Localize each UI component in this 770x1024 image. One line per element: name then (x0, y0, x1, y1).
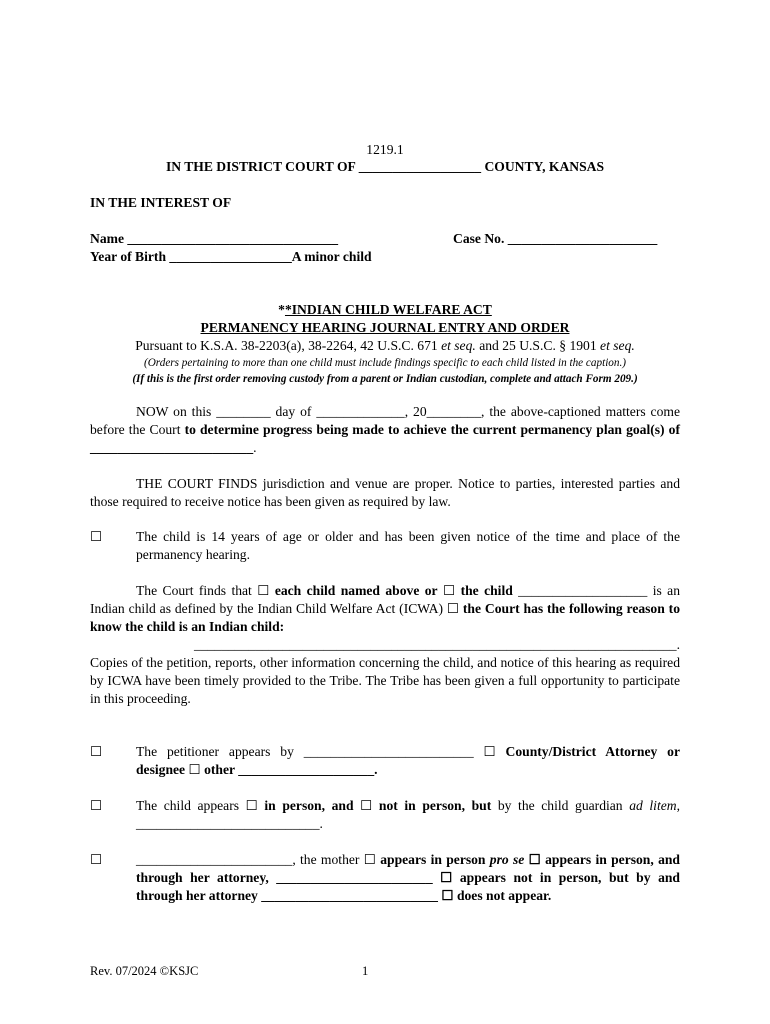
icwa-text-c: ☐ (437, 583, 461, 598)
icwa-text-e: ___________________ is an Indian child as defined by the Indian Child Welfare Act (ICWA) ☐ (90, 583, 680, 616)
form-number: 1219.1 (366, 142, 404, 157)
child-text-e: by the child guardian (491, 798, 630, 813)
petitioner-text-e: ____________________. (234, 762, 378, 777)
mother-text-a: _______________________, the mother ☐ (136, 852, 381, 867)
child-text-f: ad litem (629, 798, 677, 813)
mother-text-b: appears in person (380, 852, 490, 867)
child-appearance-text (136, 797, 680, 833)
title-act: **INDIAN CHILD WELFARE ACT (278, 302, 492, 317)
copies-paragraph: Copies of the petition, reports, other information concerning the child, and notice of this hearing as required by ICWA have been timely provided to the Tribe. The Tribe has been given a full opportunity to participate in this proceeding. (90, 655, 680, 706)
statute-text-c: and 25 U.S.C. § 1901 (475, 338, 601, 353)
statute-text-a: Pursuant to K.S.A. 38-2203(a), 38-2264, 42 U.S.C. 671 (135, 338, 442, 353)
petitioner-text (136, 743, 680, 779)
icwa-text-a: The Court finds that ☐ (136, 583, 275, 598)
mother-appearance-item (90, 851, 680, 905)
now-text-a: NOW on this ________ day of _____________, 20________, the above-captioned matters come before the Court (90, 404, 680, 437)
child-appearance-item (90, 797, 680, 833)
statute-text-b: et seq. (441, 338, 476, 353)
petitioner-text-d: other (204, 762, 235, 777)
statute-line (90, 337, 680, 355)
icwa-paragraph (90, 582, 680, 636)
icwa-text-b: each child named above or (274, 583, 438, 598)
age-notice-text: The child is 14 years of age or older and has been given notice of the time and place of the permanency hearing. (136, 529, 680, 562)
child-text-c: ☐ (353, 798, 379, 813)
mother-appearance-checkbox[interactable]: ☐ (90, 852, 103, 867)
child-text-d: not in person, but (378, 798, 492, 813)
petitioner-text-c: ☐ (185, 762, 205, 777)
petitioner-item (90, 743, 680, 779)
case-number-line: Case No. ______________________ (453, 231, 658, 246)
mother-text-c: pro se (489, 852, 525, 867)
now-text-c: . (253, 440, 257, 455)
interest-of-heading: IN THE INTEREST OF (90, 195, 232, 210)
statute-text-d: et seq. (600, 338, 635, 353)
icwa-text-d: the child (460, 583, 513, 598)
title-order: PERMANENCY HEARING JOURNAL ENTRY AND ORDER (200, 320, 570, 335)
revision-footer: Rev. 07/2024 ©KSJC (90, 964, 199, 978)
court-heading: IN THE DISTRICT COURT OF __________________ COUNTY, KANSAS (165, 159, 605, 174)
now-text-b: to determine progress being made to achieve the current permanency plan goal(s) of ________________________ (90, 422, 680, 455)
age-notice-item (90, 528, 680, 564)
icwa-reason-line: _______________________________________________________________________. (194, 637, 680, 652)
child-text-a: The child appears ☐ (136, 798, 265, 813)
icwa-text-f: the Court has the following reason to know the child is an Indian child: (90, 601, 680, 634)
age-notice-checkbox[interactable]: ☐ (90, 529, 103, 544)
child-text-b: in person, and (264, 798, 354, 813)
child-text-g: , ___________________________. (136, 798, 680, 831)
title-act-text: *INDIAN CHILD WELFARE ACT (284, 302, 492, 317)
mother-text-d: ☐ appears in person, and through her attorney, _______________________ ☐ appears not in person, but by and through her attorney __________________________ ☐ does not appear. (136, 852, 680, 903)
petitioner-text-a: The petitioner appears by _________________________ ☐ (136, 744, 506, 759)
petitioner-text-b: County/District Attorney or designee (136, 744, 680, 777)
page-number: 1 (362, 964, 369, 978)
petitioner-checkbox[interactable]: ☐ (90, 744, 103, 759)
findings-paragraph: THE COURT FINDS jurisdiction and venue are proper. Notice to parties, interested parties and those required to receive notice has been given as required by law. (90, 476, 680, 509)
now-paragraph (90, 403, 680, 457)
child-appearance-checkbox[interactable]: ☐ (90, 798, 103, 813)
mother-appearance-text (136, 851, 680, 905)
caption-note: (Orders pertaining to more than one child must include findings specific to each child listed in the caption.) (143, 357, 627, 369)
year-of-birth-line: Year of Birth __________________A minor child (90, 249, 372, 264)
custody-note: (If this is the first order removing custody from a parent or Indian custodian, complete and attach Form 209.) (132, 373, 638, 385)
name-line: Name _______________________________ (90, 231, 339, 246)
